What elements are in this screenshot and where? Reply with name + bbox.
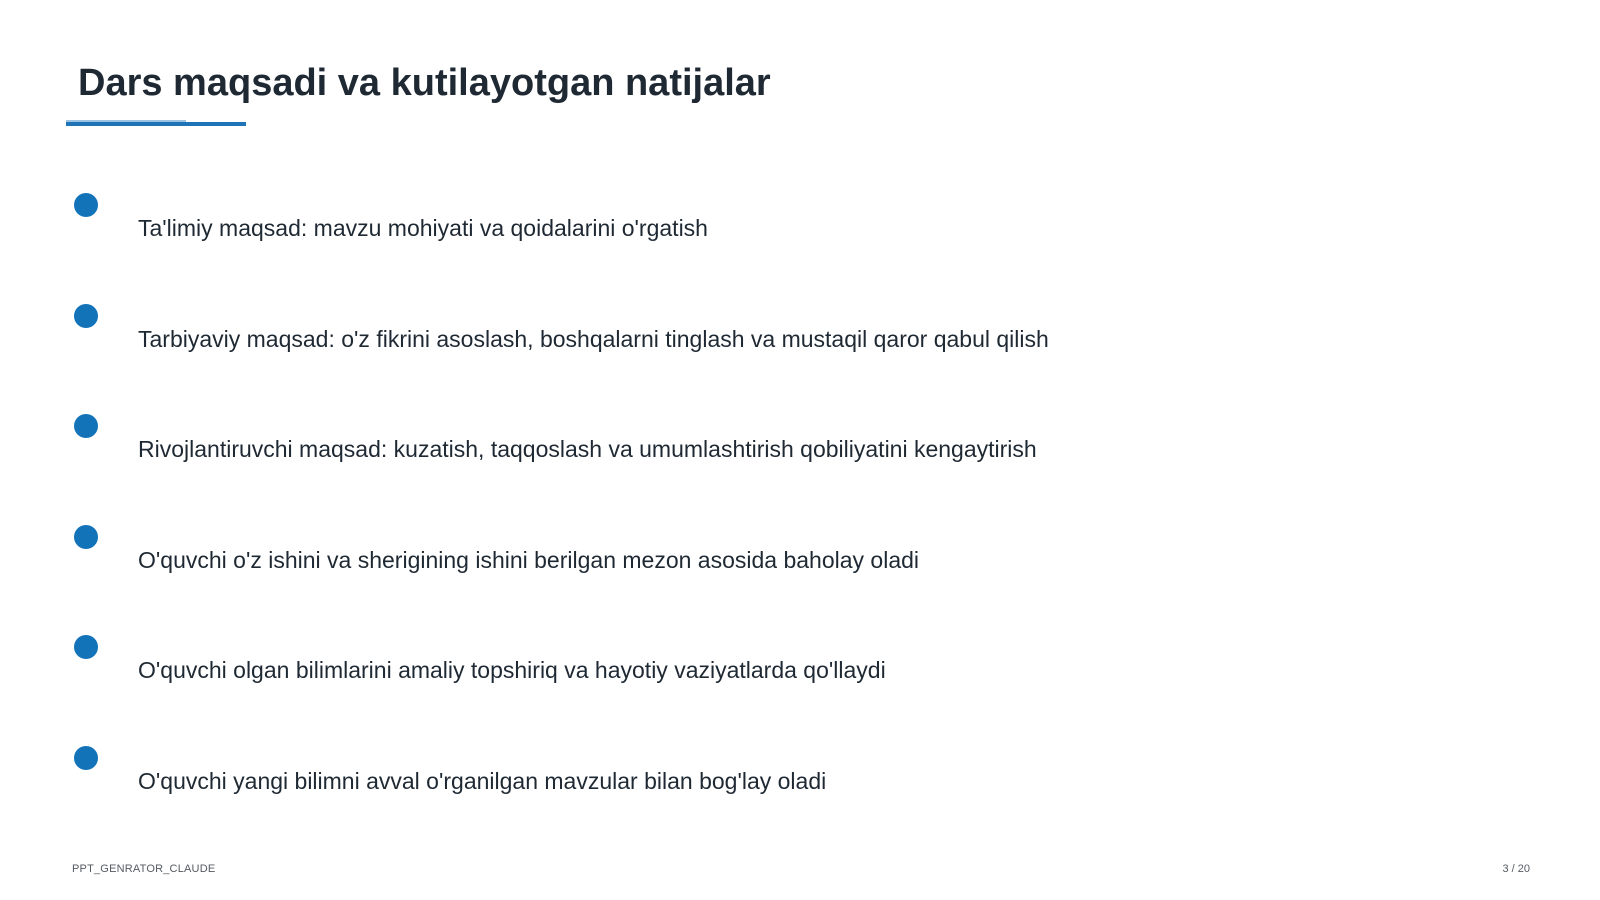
bullet-text: O'quvchi o'z ishini va sherigining ishini berilgan mezon asosida baholay oladi xyxy=(138,547,920,573)
bullet-text: Ta'limiy maqsad: mavzu mohiyati va qoidalarini o'rgatish xyxy=(138,215,708,241)
bullet-text: O'quvchi yangi bilimni avval o'rganilgan mavzular bilan bog'lay oladi xyxy=(138,768,827,794)
bullet-text: Rivojlantiruvchi maqsad: kuzatish, taqqoslash va umumlashtirish qobiliyatini kengaytirish xyxy=(138,436,1037,462)
bullet-item xyxy=(0,193,1500,273)
title-underline xyxy=(66,122,246,126)
bullet-dot-icon xyxy=(74,746,98,770)
bullet-text: O'quvchi olgan bilimlarini amaliy topshiriq va hayotiy vaziyatlarda qo'llaydi xyxy=(138,657,886,683)
page-number: 3 / 20 xyxy=(1502,863,1530,875)
bullet-text: Tarbiyaviy maqsad: o'z fikrini asoslash, boshqalarni tinglash va mustaqil qaror qabul qilish xyxy=(138,326,1049,352)
bullet-dot-icon xyxy=(74,635,98,659)
slide-title: Dars maqsadi va kutilayotgan natijalar xyxy=(78,62,771,104)
bullet-item xyxy=(0,414,1500,494)
bullet-item xyxy=(0,635,1500,715)
bullet-dot-icon xyxy=(74,304,98,328)
bullet-item xyxy=(0,525,1500,605)
bullet-dot-icon xyxy=(74,525,98,549)
footer-source-label: PPT_GENRATOR_CLAUDE xyxy=(72,863,216,875)
bullet-dot-icon xyxy=(74,193,98,217)
bullet-item xyxy=(0,746,1500,826)
bullet-dot-icon xyxy=(74,414,98,438)
bullet-item xyxy=(0,304,1500,384)
